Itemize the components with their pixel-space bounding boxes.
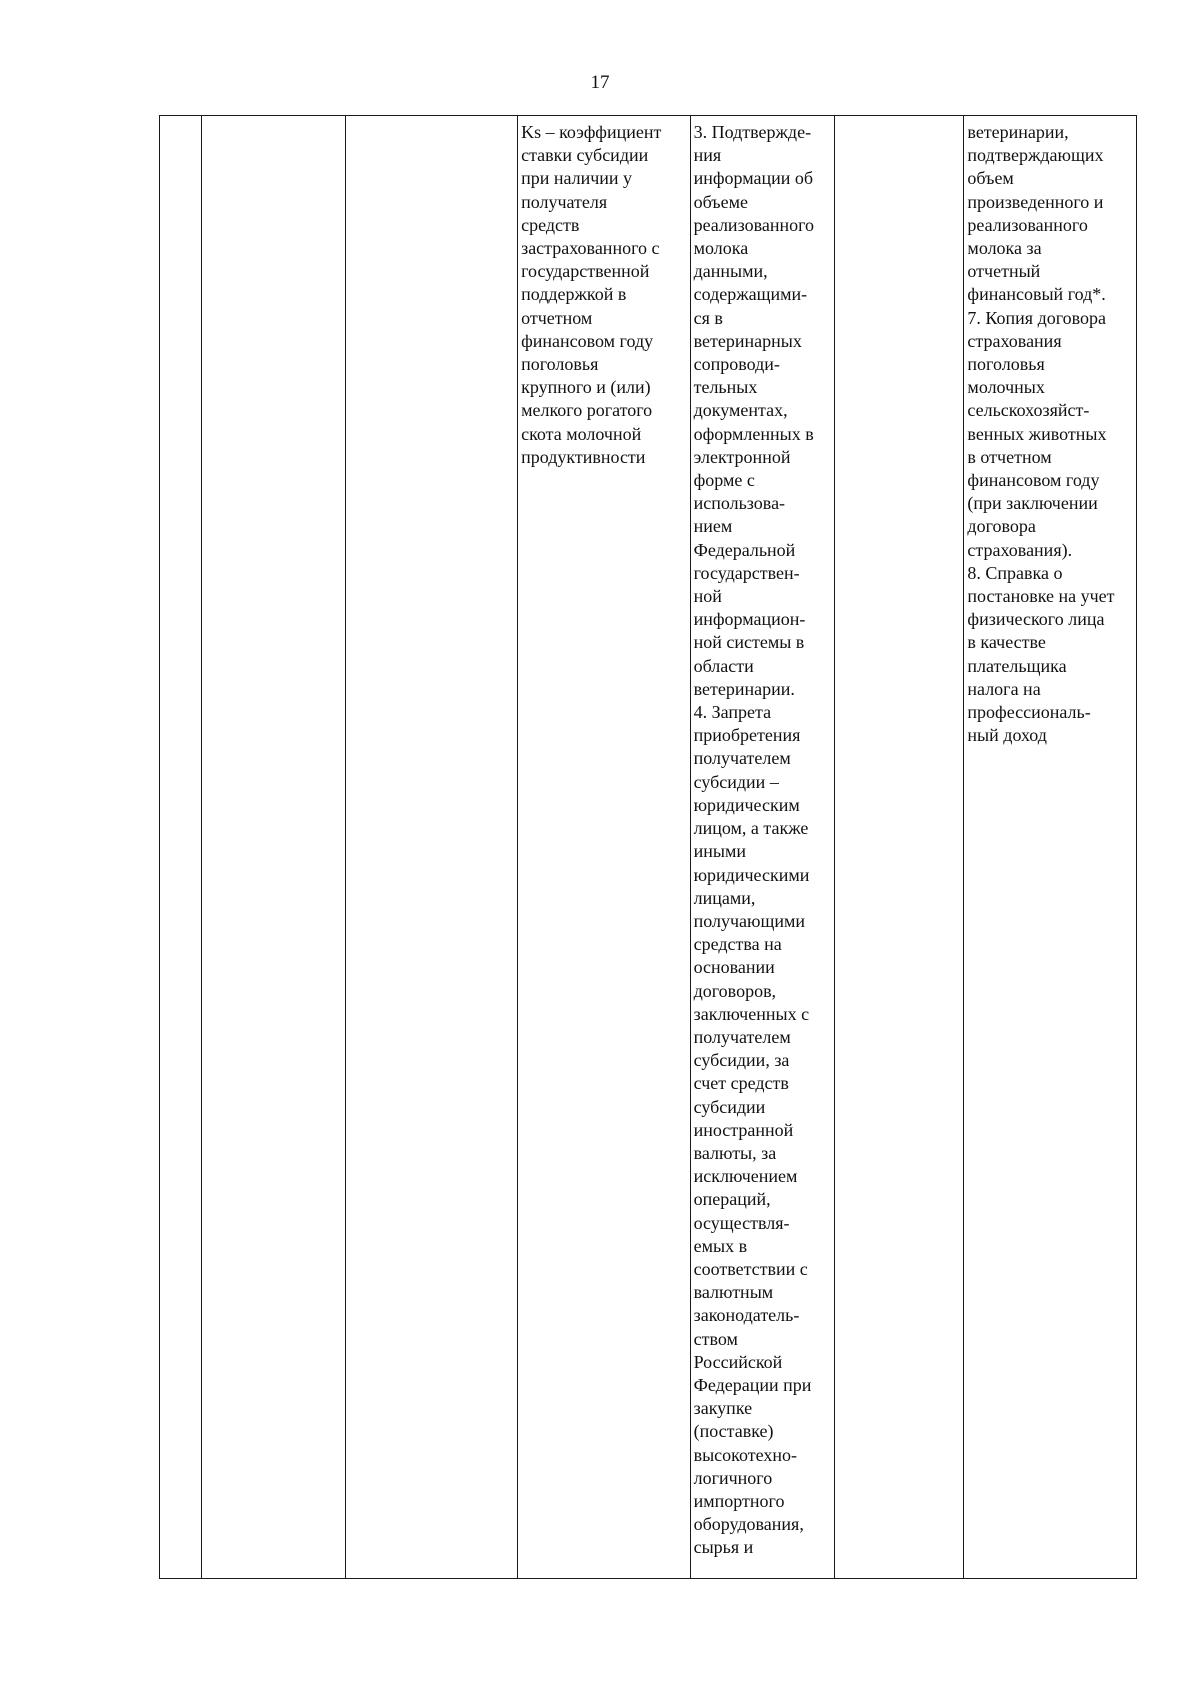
table-cell-coefficient: Ks – коэффициент ставки субсидии при наличии у получателя средств застрахованного с государственной поддержкой в отчетном финансовом году поголовья крупного и (или) мелкого рогатого скота молочной продуктивности	[518, 116, 691, 1579]
table-cell-recipients	[345, 116, 518, 1579]
document-table	[159, 115, 1137, 1579]
table-cell-empty	[835, 116, 964, 1579]
table-row	[160, 116, 1137, 1579]
table-cell-conditions: 3. Подтвержде- ния информации об объеме реализованного молока данными, содержащими- ся в ветеринарных сопроводи- тельных документах, оформленных в электронной форме с использова- нием Федеральной государствен- ной информацион- ной системы в области ветеринарии. 4. Запрета приобретения получателем субсидии – юридическим лицом, а также иными юридическими лицами, получающими средства на основании договоров, заключенных с получателем субсидии, за счет средств субсидии иностранной валюты, за исключением операций, осуществля- емых в соответствии с валютным законодатель- ством Российской Федерации при закупке (поставке) высокотехно- логичного импортного оборудования, сырья и	[690, 116, 834, 1579]
table-cell-documents: ветеринарии, подтверждающих объем произведенного и реализованного молока за отчетный финансовый год*. 7. Копия договора страхования поголовья молочных сельскохозяйст- венных животных в отчетном финансовом году (при заключении договора страхования). 8. Справка о постановке на учет физического лица в качестве плательщика налога на профессиональ- ный доход	[964, 116, 1137, 1579]
page-number: 17	[590, 72, 610, 93]
table-cell-direction	[202, 116, 345, 1579]
table-cell-number	[160, 116, 202, 1579]
